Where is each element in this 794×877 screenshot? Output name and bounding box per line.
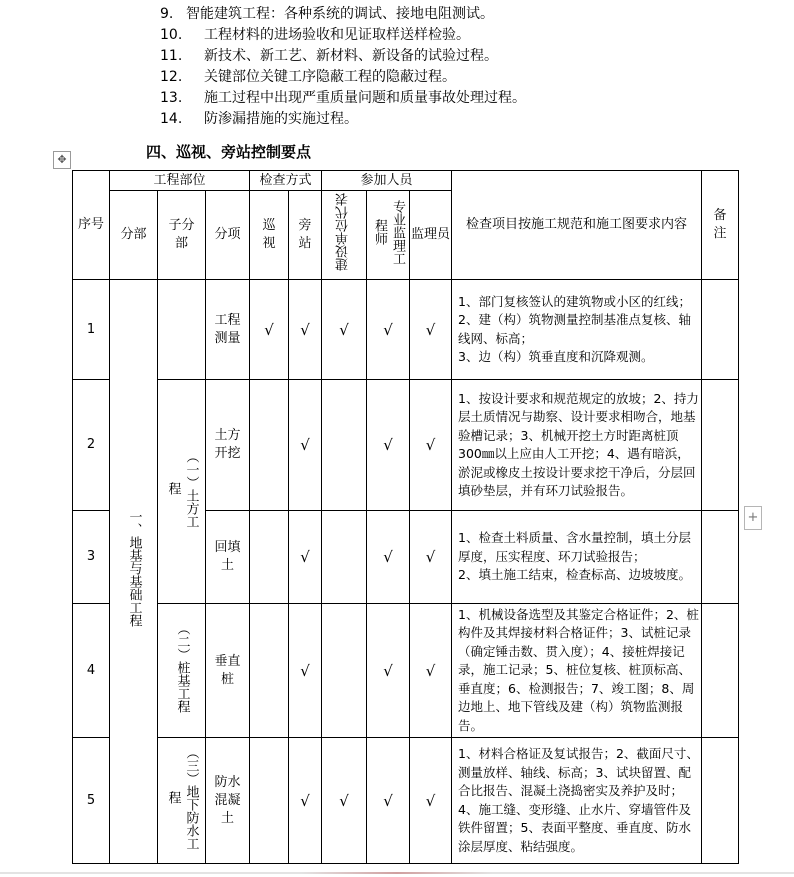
check-supervisor: √ xyxy=(410,738,452,864)
division-cell xyxy=(110,280,158,864)
row-item-text: 回填土 xyxy=(214,540,241,573)
row-remarks xyxy=(702,511,739,604)
check-side-station: √ xyxy=(289,380,322,511)
list-item-number: 10. xyxy=(160,27,183,43)
check-patrol: √ xyxy=(250,280,289,380)
list-item xyxy=(160,67,760,88)
list-item-number: 13. xyxy=(160,90,183,106)
row-seq: 1 xyxy=(73,280,110,380)
row-content xyxy=(452,280,702,380)
header-specialist-engineer-text: 专业监理工程师 xyxy=(372,199,405,265)
division-label: 一、地基与基础工程 xyxy=(126,510,142,627)
header-side-station xyxy=(289,191,322,280)
list-item-text: 工程材料的进场验收和见证取样送样检验。 xyxy=(204,27,470,43)
subdivision-label: （二）桩基工程 xyxy=(174,622,190,713)
subdivision-cell xyxy=(158,380,206,604)
row-item xyxy=(206,604,250,738)
check-supervisor: √ xyxy=(410,511,452,604)
row-content xyxy=(452,738,702,864)
header-owner-rep-text: 建设单位代表 xyxy=(336,193,351,271)
list-item xyxy=(160,25,760,46)
list-item-number: 9. xyxy=(160,6,174,22)
table-move-handle-icon[interactable]: ✥ xyxy=(53,151,71,169)
header-seq: 序号 xyxy=(73,171,110,280)
header-engineering-part: 工程部位 xyxy=(110,171,250,191)
add-row-icon[interactable]: + xyxy=(744,506,762,530)
header-patrol-text: 巡视 xyxy=(262,218,276,251)
row-content xyxy=(452,604,702,738)
check-side-station: √ xyxy=(289,511,322,604)
check-supervisor: √ xyxy=(410,280,452,380)
check-owner-rep: √ xyxy=(322,738,367,864)
table-row xyxy=(73,380,739,511)
row-item-text: 防水混凝土 xyxy=(214,774,241,826)
check-specialist-engineer: √ xyxy=(367,604,410,738)
list-item xyxy=(160,46,760,67)
row-seq: 5 xyxy=(73,738,110,864)
row-item xyxy=(206,738,250,864)
table-row xyxy=(73,604,739,738)
list-item-text: 新技术、新工艺、新材料、新设备的试验过程。 xyxy=(204,48,498,64)
list-item-text: 施工过程中出现严重质量问题和质量事故处理过程。 xyxy=(204,90,526,106)
row-remarks xyxy=(702,738,739,864)
check-supervisor: √ xyxy=(410,604,452,738)
header-sub-division: 分部 xyxy=(110,191,158,280)
check-side-station: √ xyxy=(289,280,322,380)
header-patrol xyxy=(250,191,289,280)
check-specialist-engineer: √ xyxy=(367,511,410,604)
row-content-line: 3、边（构）筑垂直度和沉降观测。 xyxy=(458,349,654,364)
check-owner-rep xyxy=(322,380,367,511)
check-specialist-engineer: √ xyxy=(367,738,410,864)
row-content-line: 1、机械设备选型及其鉴定合格证件；2、桩构件及其焊接材料合格证件；3、试桩记录（确定锤击数、贯入度）；4、接桩焊接记录，施工记录；5、桩位复核、桩顶标高、垂直度；6、检测报告；7、竣工图；8、周边地上、地下管线及建（构）筑物监测报告。 xyxy=(458,606,699,733)
row-content-line: 1、检查土料质量、含水量控制，填土分层厚度，压实程度、环刀试验报告； xyxy=(458,530,691,564)
header-item: 分项 xyxy=(206,191,250,280)
header-remarks xyxy=(702,171,739,280)
header-side-station-text: 旁站 xyxy=(298,218,312,251)
check-side-station: √ xyxy=(289,604,322,738)
list-item-number: 12. xyxy=(160,69,183,85)
check-patrol xyxy=(250,604,289,738)
check-owner-rep: √ xyxy=(322,280,367,380)
header-specialist-engineer xyxy=(367,191,410,280)
subdivision-empty xyxy=(158,280,206,380)
list-item xyxy=(160,4,760,25)
list-item-text: 防渗漏措施的实施过程。 xyxy=(204,111,358,127)
section-title: 四、巡视、旁站控制要点 xyxy=(146,143,312,161)
row-remarks xyxy=(702,380,739,511)
row-content-line: 2、建（构）筑物测量控制基准点复核、轴线网、标高； xyxy=(458,312,691,346)
check-owner-rep xyxy=(322,604,367,738)
page-divider xyxy=(0,872,794,874)
row-content-line: 1、部门复核签认的建筑物或小区的红线； xyxy=(458,293,691,309)
list-item-number: 14. xyxy=(160,111,183,127)
row-content-line: 1、材料合格证及复试报告；2、截面尺寸、测量放样、轴线、标高；3、试块留置、配合比报告、混凝土浇捣密实及养护及时；4、施工缝、变形缝、止水片、穿墙管件及铁件留置；5、表面平整度、垂直度、防水涂层厚度、粘结强度。 xyxy=(458,746,699,854)
row-seq: 4 xyxy=(73,604,110,738)
row-item-text: 垂直桩 xyxy=(214,653,241,687)
check-patrol xyxy=(250,380,289,511)
header-sub-item-text: 子分部 xyxy=(168,218,195,251)
row-item-text: 土方开挖 xyxy=(214,428,241,461)
subdivision-cell xyxy=(158,738,206,864)
inspection-list xyxy=(160,4,760,130)
header-sub-item xyxy=(158,191,206,280)
list-item xyxy=(160,88,760,109)
header-remarks-text: 备注 xyxy=(713,208,727,241)
table-row xyxy=(73,738,739,864)
header-inspection-method: 检查方式 xyxy=(250,171,322,191)
list-item-text: 关键部位关键工序隐蔽工程的隐蔽过程。 xyxy=(204,69,456,85)
row-seq: 2 xyxy=(73,380,110,511)
row-item-text: 工程测量 xyxy=(214,312,241,346)
inspection-control-table xyxy=(72,170,739,864)
row-content xyxy=(452,380,702,511)
list-item-number: 11. xyxy=(160,48,183,64)
row-remarks xyxy=(702,604,739,738)
list-item xyxy=(160,109,760,130)
row-item xyxy=(206,380,250,511)
row-seq: 3 xyxy=(73,511,110,604)
subdivision-label: （三）地下防水工程 xyxy=(165,745,199,850)
header-criteria xyxy=(452,171,702,280)
check-owner-rep xyxy=(322,511,367,604)
row-content-line: 1、按设计要求和规范规定的放坡；2、持力层土质情况与勘察、设计要求相吻合，地基验槽记录；3、机械开挖土方时距离桩顶300㎜以上应由人工开挖；4、遇有暗浜，淤泥或橡皮土按设计要求挖干净后，分层回填砂垫层，并有环刀试验报告。 xyxy=(458,390,699,498)
row-remarks xyxy=(702,280,739,380)
check-patrol xyxy=(250,738,289,864)
header-criteria-text: 检查项目按施工规范和施工图要求内容 xyxy=(466,217,688,232)
row-content-line: 2、填土施工结束，检查标高、边坡坡度。 xyxy=(458,567,691,583)
row-item xyxy=(206,511,250,604)
subdivision-cell xyxy=(158,604,206,738)
list-item-text: 智能建筑工程：各种系统的调试、接地电阻测试。 xyxy=(186,6,494,22)
check-patrol xyxy=(250,511,289,604)
check-side-station: √ xyxy=(289,738,322,864)
subdivision-label: （一）土方工程 xyxy=(165,449,199,528)
header-participants: 参加人员 xyxy=(322,171,452,191)
check-specialist-engineer: √ xyxy=(367,280,410,380)
row-item xyxy=(206,280,250,380)
header-supervisor: 监理员 xyxy=(410,191,452,280)
row-content xyxy=(452,511,702,604)
check-supervisor: √ xyxy=(410,380,452,511)
header-owner-rep xyxy=(322,191,367,280)
table-row xyxy=(73,280,739,380)
check-specialist-engineer: √ xyxy=(367,380,410,511)
